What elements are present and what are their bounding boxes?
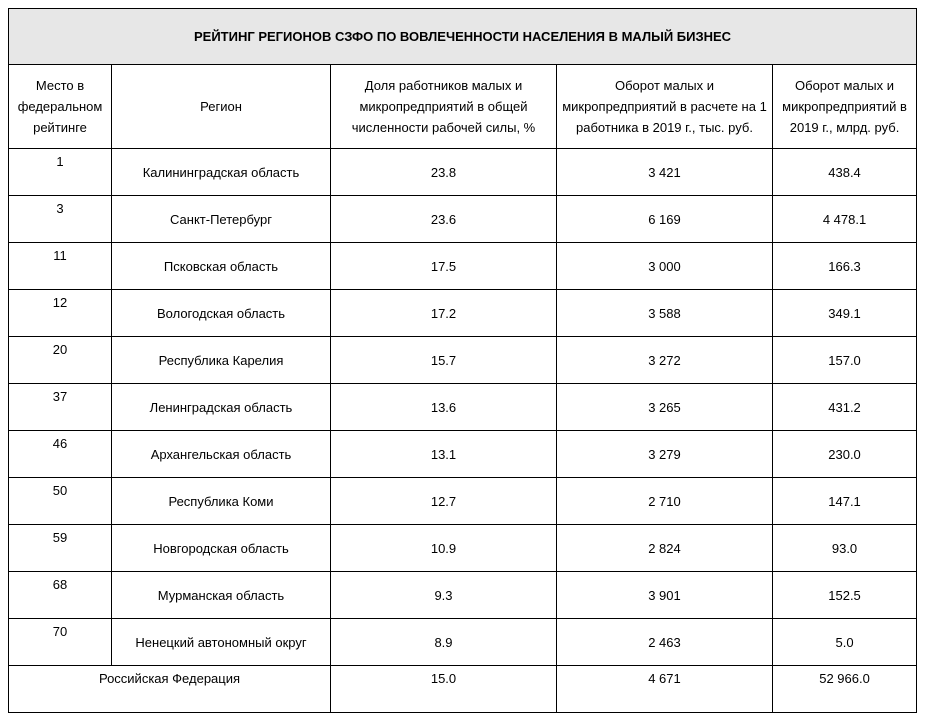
cell-share: 13.1 — [331, 431, 557, 478]
cell-share: 17.5 — [331, 243, 557, 290]
cell-share: 13.6 — [331, 384, 557, 431]
cell-per-worker: 3 272 — [557, 337, 773, 384]
table-row — [9, 525, 917, 572]
cell-rank: 11 — [9, 243, 112, 290]
cell-region: Новгородская область — [112, 525, 331, 572]
total-share: 15.0 — [331, 666, 557, 713]
table-title: РЕЙТИНГ РЕГИОНОВ СЗФО ПО ВОВЛЕЧЕННОСТИ НАСЕЛЕНИЯ В МАЛЫЙ БИЗНЕС — [9, 9, 917, 65]
cell-region: Ленинградская область — [112, 384, 331, 431]
header-region: Регион — [112, 65, 331, 149]
cell-rank: 70 — [9, 619, 112, 666]
table-row — [9, 384, 917, 431]
cell-per-worker: 3 901 — [557, 572, 773, 619]
header-turnover-total: Оборот малых и микропредприятий в 2019 г., млрд. руб. — [773, 65, 917, 149]
cell-rank: 37 — [9, 384, 112, 431]
cell-turnover: 93.0 — [773, 525, 917, 572]
table-row — [9, 196, 917, 243]
cell-share: 10.9 — [331, 525, 557, 572]
cell-turnover: 4 478.1 — [773, 196, 917, 243]
cell-rank: 46 — [9, 431, 112, 478]
cell-region: Ненецкий автономный округ — [112, 619, 331, 666]
cell-per-worker: 3 588 — [557, 290, 773, 337]
total-row — [9, 666, 917, 713]
table-title-row — [9, 9, 917, 65]
cell-share: 12.7 — [331, 478, 557, 525]
cell-region: Псковская область — [112, 243, 331, 290]
total-region: Российская Федерация — [9, 666, 331, 713]
cell-per-worker: 6 169 — [557, 196, 773, 243]
cell-region: Калининградская область — [112, 149, 331, 196]
header-turnover-per-worker: Оборот малых и микропредприятий в расчете на 1 работника в 2019 г., тыс. руб. — [557, 65, 773, 149]
cell-rank: 1 — [9, 149, 112, 196]
cell-per-worker: 3 421 — [557, 149, 773, 196]
cell-per-worker: 2 710 — [557, 478, 773, 525]
cell-region: Республика Коми — [112, 478, 331, 525]
cell-share: 23.6 — [331, 196, 557, 243]
cell-rank: 50 — [9, 478, 112, 525]
report-table-container — [8, 8, 917, 713]
cell-rank: 12 — [9, 290, 112, 337]
table-row — [9, 478, 917, 525]
cell-share: 8.9 — [331, 619, 557, 666]
cell-turnover: 431.2 — [773, 384, 917, 431]
cell-per-worker: 3 000 — [557, 243, 773, 290]
cell-share: 23.8 — [331, 149, 557, 196]
cell-turnover: 349.1 — [773, 290, 917, 337]
cell-rank: 3 — [9, 196, 112, 243]
cell-turnover: 157.0 — [773, 337, 917, 384]
cell-turnover: 5.0 — [773, 619, 917, 666]
table-row — [9, 337, 917, 384]
cell-per-worker: 2 824 — [557, 525, 773, 572]
table-row — [9, 290, 917, 337]
cell-rank: 68 — [9, 572, 112, 619]
header-rank: Место в федеральном рейтинге — [9, 65, 112, 149]
table-row — [9, 149, 917, 196]
cell-rank: 59 — [9, 525, 112, 572]
table-row — [9, 243, 917, 290]
header-share: Доля работников малых и микропредприятий в общей численности рабочей силы, % — [331, 65, 557, 149]
cell-share: 17.2 — [331, 290, 557, 337]
table-row — [9, 619, 917, 666]
cell-share: 9.3 — [331, 572, 557, 619]
cell-turnover: 166.3 — [773, 243, 917, 290]
table-row — [9, 572, 917, 619]
table-header-row — [9, 65, 917, 149]
cell-per-worker: 2 463 — [557, 619, 773, 666]
cell-region: Санкт-Петербург — [112, 196, 331, 243]
cell-region: Архангельская область — [112, 431, 331, 478]
total-turnover: 52 966.0 — [773, 666, 917, 713]
cell-turnover: 147.1 — [773, 478, 917, 525]
cell-region: Мурманская область — [112, 572, 331, 619]
total-per-worker: 4 671 — [557, 666, 773, 713]
cell-region: Вологодская область — [112, 290, 331, 337]
cell-turnover: 438.4 — [773, 149, 917, 196]
cell-per-worker: 3 265 — [557, 384, 773, 431]
ranking-table — [8, 8, 917, 713]
cell-region: Республика Карелия — [112, 337, 331, 384]
cell-share: 15.7 — [331, 337, 557, 384]
cell-per-worker: 3 279 — [557, 431, 773, 478]
cell-turnover: 230.0 — [773, 431, 917, 478]
cell-rank: 20 — [9, 337, 112, 384]
table-row — [9, 431, 917, 478]
cell-turnover: 152.5 — [773, 572, 917, 619]
